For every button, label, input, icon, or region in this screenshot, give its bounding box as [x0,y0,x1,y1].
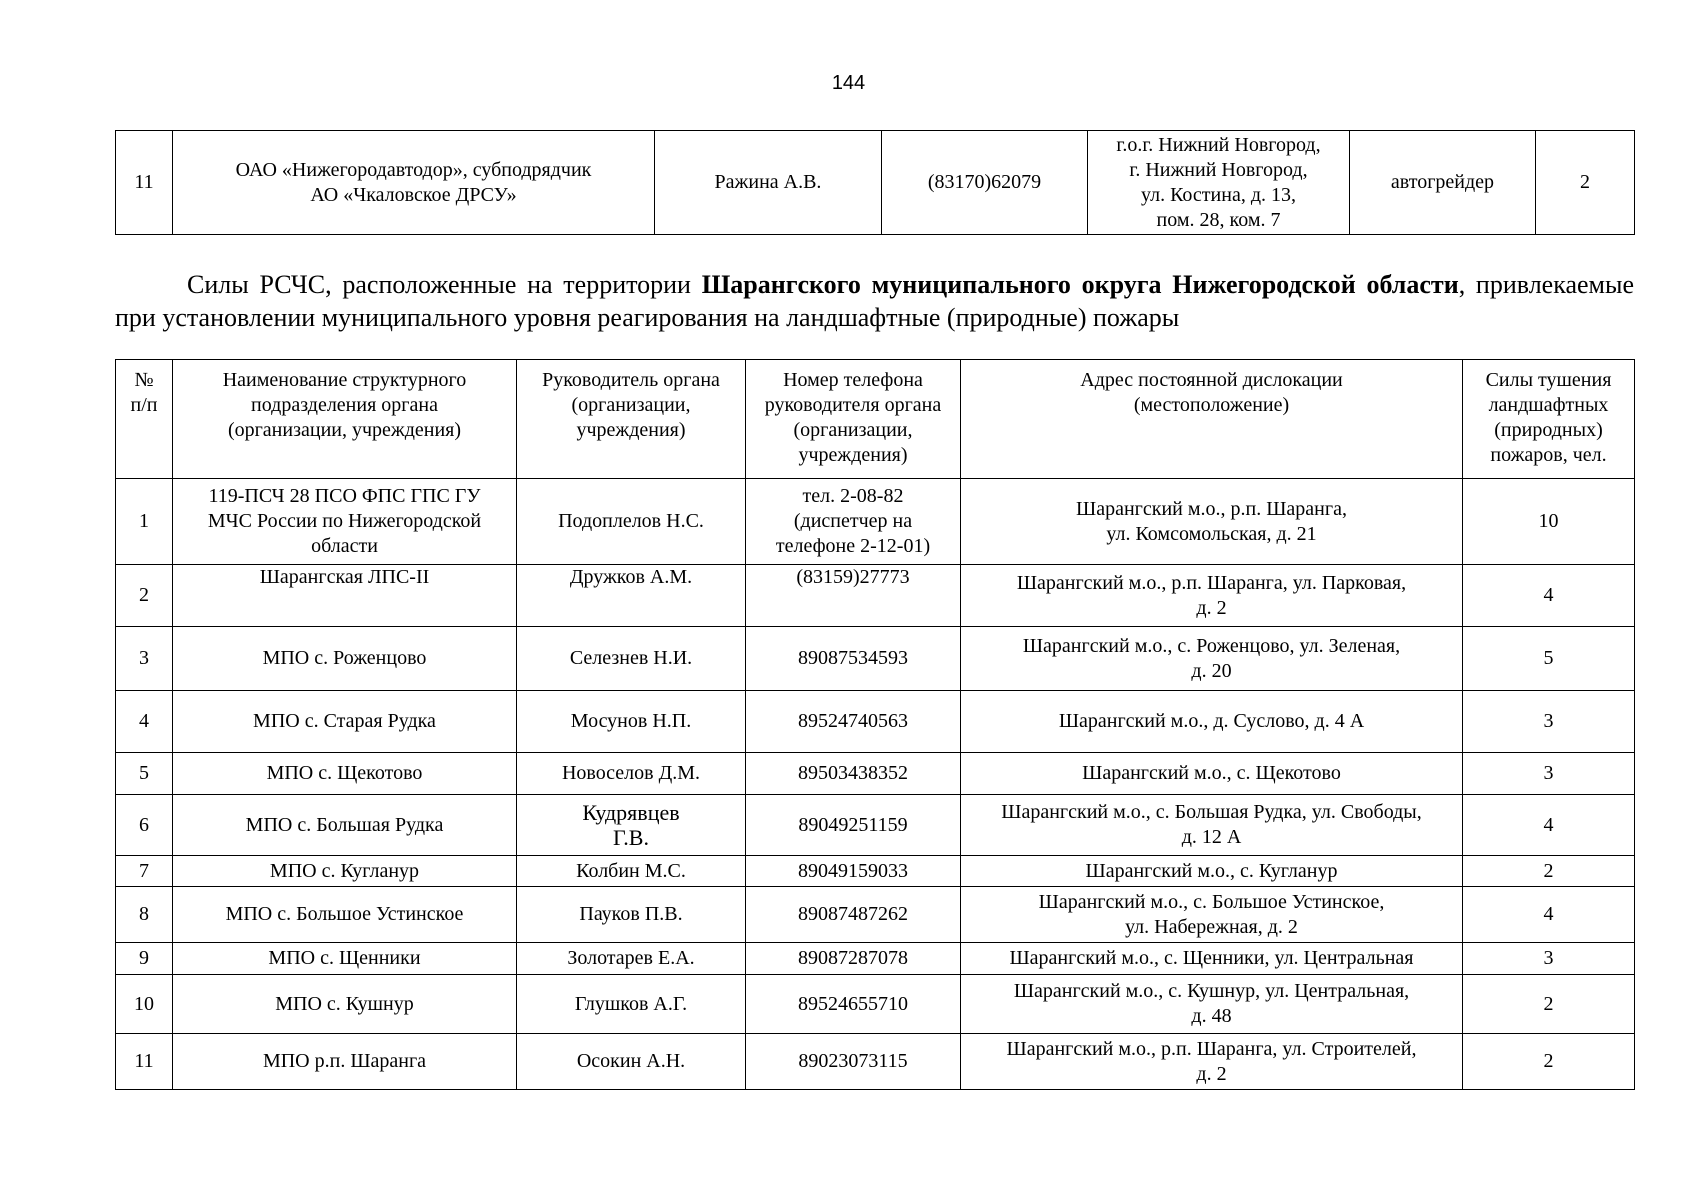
text-line: (организации, [571,394,691,416]
table-header-row [116,360,1635,479]
text-line: Шарангский м.о., с. Роженцово, ул. Зеленая, [1022,634,1401,657]
text-line: Адрес постоянной дислокации [1080,369,1343,391]
text-line: Наименование структурного [222,369,467,391]
phone-number [746,627,961,691]
row-number: 11 [116,131,173,235]
address [961,627,1463,691]
head-name [517,627,746,691]
text-line: (организации, [793,419,913,441]
phone-number [746,565,961,627]
row-number: 2 [116,565,173,627]
phone-number [746,943,961,975]
text-line: 89049251159 [798,813,908,836]
head-name [517,479,746,565]
table-row [116,691,1635,753]
table-row [116,856,1635,887]
table-row [116,887,1635,943]
section-heading [115,268,1634,334]
address [1088,131,1350,235]
forces-count: 4 [1463,795,1635,856]
text-line: Шарангский м.о., д. Суслово, д. 4 А [1058,710,1365,732]
text-line: МПО с. Старая Рудка [253,710,436,732]
table-row [116,1034,1635,1090]
text-line: пом. 28, ком. 7 [1156,208,1281,231]
text-line: (природных) [1494,419,1603,441]
forces-table [115,359,1635,1090]
text-line: Кудрявцев [582,800,680,825]
head-name [517,943,746,975]
text-line: 89524655710 [798,992,908,1015]
text-line: Глушков А.Г. [574,992,688,1015]
equipment: автогрейдер [1350,131,1536,235]
table-row [116,975,1635,1034]
table-row [116,131,1635,235]
equipment-count: 2 [1536,131,1635,235]
text-line: 89524740563 [798,710,908,732]
text-line: Шарангский м.о., с. Кугланур [1085,859,1338,882]
table-row [116,565,1635,627]
row-number: 1 [116,479,173,565]
organization-name [173,753,517,795]
forces-count: 4 [1463,565,1635,627]
text-line: (диспетчер на [793,510,913,532]
address [961,479,1463,565]
heading-text-1: Силы РСЧС, расположенные на территории [187,270,702,299]
table-row [116,753,1635,795]
text-line: МЧС России по Нижегородской [207,510,482,532]
text-line: д. 2 [1196,596,1227,619]
address [961,691,1463,753]
text-line: № [134,369,154,391]
forces-count: 3 [1463,943,1635,975]
text-line: 89087487262 [798,903,908,925]
text-line: Шарангский м.о., с. Щекотово [1082,762,1341,784]
text-line: Шарангский м.о., с. Большая Рудка, ул. Свободы, [1001,801,1422,823]
text-line: Осокин А.Н. [576,1050,686,1072]
row-number: 3 [116,627,173,691]
head-name [517,795,746,856]
text-line: ландшафтных [1488,394,1609,416]
address [961,753,1463,795]
head-name: Ражина А.В. [655,131,882,235]
header-head [517,360,746,479]
phone-number [746,479,961,565]
head-name [517,565,746,627]
text-line: Шарангский м.о., с. Большое Устинское, [1038,890,1385,913]
head-name [517,691,746,753]
text-line: ул. Костина, д. 13, [1140,183,1297,206]
text-line: г. Нижний Новгород, [1129,158,1308,181]
forces-count: 10 [1463,479,1635,565]
organization-name [173,131,655,235]
text-line: 89087534593 [798,647,908,669]
text-line: 89023073115 [798,1050,908,1072]
text-line: подразделения органа [251,394,438,416]
phone-number [746,753,961,795]
text-line: учреждения) [798,444,908,466]
head-name [517,753,746,795]
text-line: ОАО «Нижегородавтодор», субподрядчик [235,158,592,181]
text-line: Золотарев Е.А. [567,947,695,969]
organization-name [173,627,517,691]
text-line: Шарангская ЛПС-II [259,566,430,588]
text-line: учреждения) [576,419,686,441]
header-phone [746,360,961,479]
text-line: тел. 2-08-82 [802,485,904,507]
text-line: 89049159033 [798,859,908,882]
text-line: Номер телефона [783,369,923,391]
text-line: Шарангский м.о., с. Щенники, ул. Центральная [1009,947,1414,969]
organization-name [173,856,517,887]
address [961,975,1463,1034]
text-line: АО «Чкаловское ДРСУ» [310,183,517,206]
table-row [116,795,1635,856]
phone-number [746,795,961,856]
text-line: д. 2 [1196,1062,1227,1085]
table-row [116,627,1635,691]
head-name [517,1034,746,1090]
text-line: МПО с. Кугланур [269,859,420,882]
header-address [961,360,1463,479]
forces-count: 3 [1463,691,1635,753]
text-line: г.о.г. Нижний Новгород, [1116,133,1321,156]
forces-count: 2 [1463,1034,1635,1090]
header-organization [173,360,517,479]
address [961,565,1463,627]
continued-table [115,130,1635,235]
text-line: 119-ПСЧ 28 ПСО ФПС ГПС ГУ [208,485,481,507]
page-number: 144 [831,72,866,94]
head-name [517,856,746,887]
text-line: (местоположение) [1133,394,1290,416]
text-line: телефоне 2-12-01) [775,535,931,557]
text-line: Шарангский м.о., с. Кушнур, ул. Центральная, [1013,980,1410,1002]
text-line: д. 20 [1191,659,1232,682]
row-number: 6 [116,795,173,856]
forces-count: 2 [1463,975,1635,1034]
phone-number [746,691,961,753]
row-number: 9 [116,943,173,975]
address [961,943,1463,975]
forces-count: 5 [1463,627,1635,691]
header-number [116,360,173,479]
row-number: 10 [116,975,173,1034]
text-line: МПО с. Кушнур [275,992,414,1015]
forces-count: 4 [1463,887,1635,943]
row-number: 8 [116,887,173,943]
head-name [517,887,746,943]
forces-count: 2 [1463,856,1635,887]
text-line: (организации, учреждения) [227,419,462,441]
text-line: д. 12 А [1181,826,1242,848]
text-line: МПО с. Большая Рудка [245,813,444,836]
forces-count: 3 [1463,753,1635,795]
text-line: МПО р.п. Шаранга [262,1050,427,1072]
text-line: пожаров, чел. [1490,444,1607,466]
address [961,795,1463,856]
heading-text-2: , привлекаемые при установлении муниципального уровня реагирования на ландшафтные (природные) пожары [115,270,1634,332]
row-number: 7 [116,856,173,887]
text-line: п/п [130,394,158,416]
phone-number [746,975,961,1034]
text-line: ул. Комсомольская, д. 21 [1106,522,1317,545]
phone-number [746,1034,961,1090]
organization-name [173,1034,517,1090]
text-line: Селезнев Н.И. [569,647,693,669]
text-line: Дружков А.М. [569,566,693,588]
text-line: МПО с. Большое Устинское [225,903,464,925]
text-line: МПО с. Роженцово [262,647,427,669]
text-line: МПО с. Щекотово [266,762,423,784]
organization-name [173,975,517,1034]
table-row [116,943,1635,975]
forces-table-body [116,479,1635,1090]
text-line: ул. Набережная, д. 2 [1125,915,1298,938]
text-line: д. 48 [1191,1005,1232,1027]
text-line: Г.В. [613,825,649,850]
text-line: 89087287078 [798,947,908,969]
address [961,856,1463,887]
table-row [116,479,1635,565]
text-line: Мосунов Н.П. [570,710,692,732]
organization-name [173,691,517,753]
phone-number: (83170)62079 [882,131,1088,235]
text-line: 89503438352 [798,762,908,784]
row-number: 4 [116,691,173,753]
text-line: Подоплелов Н.С. [558,510,704,532]
text-line: области [311,535,378,557]
address [961,1034,1463,1090]
address [961,887,1463,943]
text-line: Шарангский м.о., р.п. Шаранга, ул. Парковая, [1016,571,1407,594]
heading-bold-text: Шарангского муниципального округа Нижегородской области [701,270,1459,299]
text-line: руководителя органа [764,394,942,416]
organization-name [173,479,517,565]
row-number: 5 [116,753,173,795]
text-line: (83159)27773 [796,566,910,588]
organization-name [173,943,517,975]
header-forces [1463,360,1635,479]
row-number: 11 [116,1034,173,1090]
organization-name [173,887,517,943]
phone-number [746,887,961,943]
text-line: Шарангский м.о., р.п. Шаранга, [1076,497,1347,520]
organization-name [173,565,517,627]
text-line: Руководитель органа [542,369,720,391]
text-line: Колбин М.С. [576,859,686,882]
text-line: Новоселов Д.М. [561,762,701,784]
text-line: Пауков П.В. [579,903,683,925]
head-name [517,975,746,1034]
text-line: Силы тушения [1485,369,1612,391]
text-line: Шарангский м.о., р.п. Шаранга, ул. Строителей, [1006,1037,1417,1060]
organization-name [173,795,517,856]
text-line: МПО с. Щенники [268,947,421,969]
phone-number [746,856,961,887]
